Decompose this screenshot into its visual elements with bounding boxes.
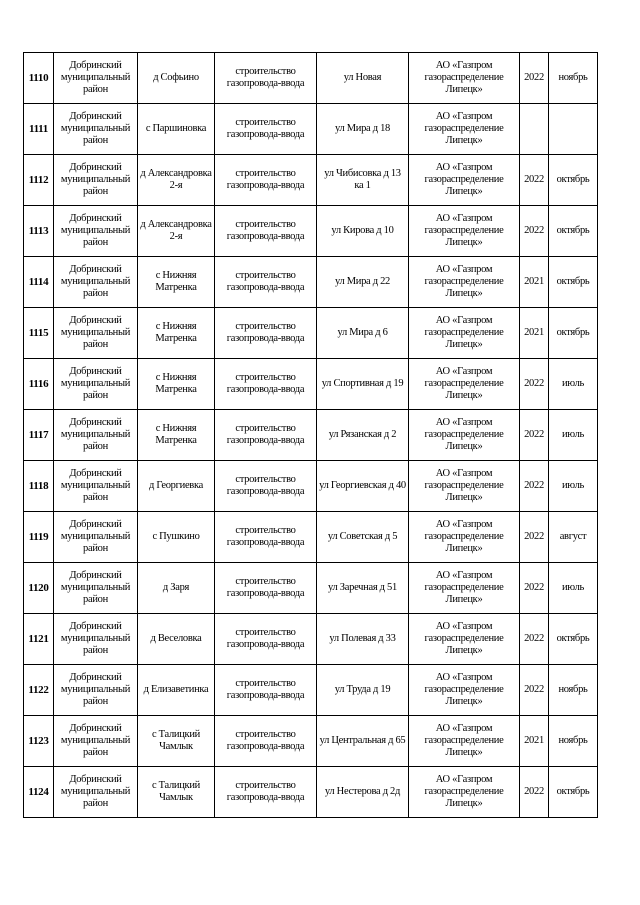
month-cell: октябрь [549,308,598,359]
district-cell: Добринский муниципальный район [54,104,138,155]
row-number: 1123 [24,716,54,767]
table-row [24,563,598,614]
table-row [24,206,598,257]
row-number: 1124 [24,767,54,818]
district-cell: Добринский муниципальный район [54,53,138,104]
month-cell: июль [549,359,598,410]
year-cell: 2022 [520,665,549,716]
settlement-cell: с Нижняя Матренка [138,308,215,359]
work-type-cell: строительство газопровода-ввода [215,206,317,257]
organization-cell: АО «Газпром газораспределение Липецк» [409,665,520,716]
organization-cell: АО «Газпром газораспределение Липецк» [409,512,520,563]
month-cell: октябрь [549,614,598,665]
organization-cell: АО «Газпром газораспределение Липецк» [409,614,520,665]
settlement-cell: д Веселовка [138,614,215,665]
table-row [24,767,598,818]
settlement-cell: с Нижняя Матренка [138,359,215,410]
table-row [24,665,598,716]
table-body [24,53,598,818]
month-cell: июль [549,563,598,614]
month-cell: октябрь [549,155,598,206]
work-type-cell: строительство газопровода-ввода [215,359,317,410]
month-cell: июль [549,461,598,512]
settlement-cell: д Софьино [138,53,215,104]
address-cell: ул Полевая д 33 [317,614,409,665]
work-type-cell: строительство газопровода-ввода [215,53,317,104]
month-cell: октябрь [549,257,598,308]
year-cell: 2022 [520,53,549,104]
year-cell: 2022 [520,512,549,563]
address-cell: ул Труда д 19 [317,665,409,716]
table-row [24,512,598,563]
organization-cell: АО «Газпром газораспределение Липецк» [409,257,520,308]
month-cell: ноябрь [549,53,598,104]
organization-cell: АО «Газпром газораспределение Липецк» [409,359,520,410]
address-cell: ул Мира д 6 [317,308,409,359]
address-cell: ул Мира д 18 [317,104,409,155]
district-cell: Добринский муниципальный район [54,665,138,716]
year-cell: 2022 [520,410,549,461]
organization-cell: АО «Газпром газораспределение Липецк» [409,563,520,614]
district-cell: Добринский муниципальный район [54,614,138,665]
organization-cell: АО «Газпром газораспределение Липецк» [409,410,520,461]
organization-cell: АО «Газпром газораспределение Липецк» [409,206,520,257]
work-type-cell: строительство газопровода-ввода [215,461,317,512]
work-type-cell: строительство газопровода-ввода [215,716,317,767]
address-cell: ул Спортивная д 19 [317,359,409,410]
address-cell: ул Центральная д 65 [317,716,409,767]
district-cell: Добринский муниципальный район [54,410,138,461]
year-cell: 2022 [520,206,549,257]
table-row [24,461,598,512]
row-number: 1116 [24,359,54,410]
work-type-cell: строительство газопровода-ввода [215,410,317,461]
organization-cell: АО «Газпром газораспределение Липецк» [409,104,520,155]
table-row [24,155,598,206]
settlement-cell: д Георгиевка [138,461,215,512]
address-cell: ул Новая [317,53,409,104]
row-number: 1118 [24,461,54,512]
work-type-cell: строительство газопровода-ввода [215,155,317,206]
district-cell: Добринский муниципальный район [54,563,138,614]
settlement-cell: д Александровка 2-я [138,206,215,257]
table-row [24,257,598,308]
table-row [24,410,598,461]
year-cell: 2022 [520,359,549,410]
table-row [24,614,598,665]
row-number: 1119 [24,512,54,563]
row-number: 1112 [24,155,54,206]
district-cell: Добринский муниципальный район [54,767,138,818]
table-row [24,308,598,359]
address-cell: ул Заречная д 51 [317,563,409,614]
year-cell: 2022 [520,461,549,512]
work-type-cell: строительство газопровода-ввода [215,767,317,818]
settlement-cell: с Паршиновка [138,104,215,155]
month-cell: ноябрь [549,665,598,716]
settlement-cell: с Нижняя Матренка [138,410,215,461]
row-number: 1121 [24,614,54,665]
month-cell: август [549,512,598,563]
address-cell: ул Рязанская д 2 [317,410,409,461]
settlement-cell: д Александровка 2-я [138,155,215,206]
row-number: 1122 [24,665,54,716]
district-cell: Добринский муниципальный район [54,512,138,563]
year-cell: 2021 [520,308,549,359]
work-type-cell: строительство газопровода-ввода [215,257,317,308]
organization-cell: АО «Газпром газораспределение Липецк» [409,53,520,104]
year-cell [520,104,549,155]
organization-cell: АО «Газпром газораспределение Липецк» [409,767,520,818]
table-row [24,359,598,410]
row-number: 1117 [24,410,54,461]
work-type-cell: строительство газопровода-ввода [215,665,317,716]
address-cell: ул Чибисовка д 13 ка 1 [317,155,409,206]
settlement-cell: д Заря [138,563,215,614]
district-cell: Добринский муниципальный район [54,461,138,512]
year-cell: 2021 [520,716,549,767]
work-type-cell: строительство газопровода-ввода [215,563,317,614]
address-cell: ул Советская д 5 [317,512,409,563]
month-cell [549,104,598,155]
gasification-table [23,52,598,818]
district-cell: Добринский муниципальный район [54,359,138,410]
address-cell: ул Георгиевская д 40 [317,461,409,512]
row-number: 1110 [24,53,54,104]
year-cell: 2022 [520,155,549,206]
row-number: 1115 [24,308,54,359]
settlement-cell: д Елизаветинка [138,665,215,716]
year-cell: 2022 [520,563,549,614]
row-number: 1120 [24,563,54,614]
settlement-cell: с Талицкий Чамлык [138,767,215,818]
work-type-cell: строительство газопровода-ввода [215,614,317,665]
row-number: 1111 [24,104,54,155]
organization-cell: АО «Газпром газораспределение Липецк» [409,155,520,206]
year-cell: 2022 [520,767,549,818]
month-cell: ноябрь [549,716,598,767]
table-row [24,104,598,155]
district-cell: Добринский муниципальный район [54,716,138,767]
row-number: 1113 [24,206,54,257]
address-cell: ул Кирова д 10 [317,206,409,257]
organization-cell: АО «Газпром газораспределение Липецк» [409,461,520,512]
address-cell: ул Нестерова д 2д [317,767,409,818]
district-cell: Добринский муниципальный район [54,257,138,308]
organization-cell: АО «Газпром газораспределение Липецк» [409,716,520,767]
row-number: 1114 [24,257,54,308]
organization-cell: АО «Газпром газораспределение Липецк» [409,308,520,359]
address-cell: ул Мира д 22 [317,257,409,308]
work-type-cell: строительство газопровода-ввода [215,512,317,563]
year-cell: 2022 [520,614,549,665]
district-cell: Добринский муниципальный район [54,308,138,359]
table-row [24,53,598,104]
settlement-cell: с Пушкино [138,512,215,563]
month-cell: октябрь [549,206,598,257]
month-cell: октябрь [549,767,598,818]
table-row [24,716,598,767]
work-type-cell: строительство газопровода-ввода [215,308,317,359]
district-cell: Добринский муниципальный район [54,206,138,257]
district-cell: Добринский муниципальный район [54,155,138,206]
year-cell: 2021 [520,257,549,308]
settlement-cell: с Талицкий Чамлык [138,716,215,767]
settlement-cell: с Нижняя Матренка [138,257,215,308]
month-cell: июль [549,410,598,461]
work-type-cell: строительство газопровода-ввода [215,104,317,155]
